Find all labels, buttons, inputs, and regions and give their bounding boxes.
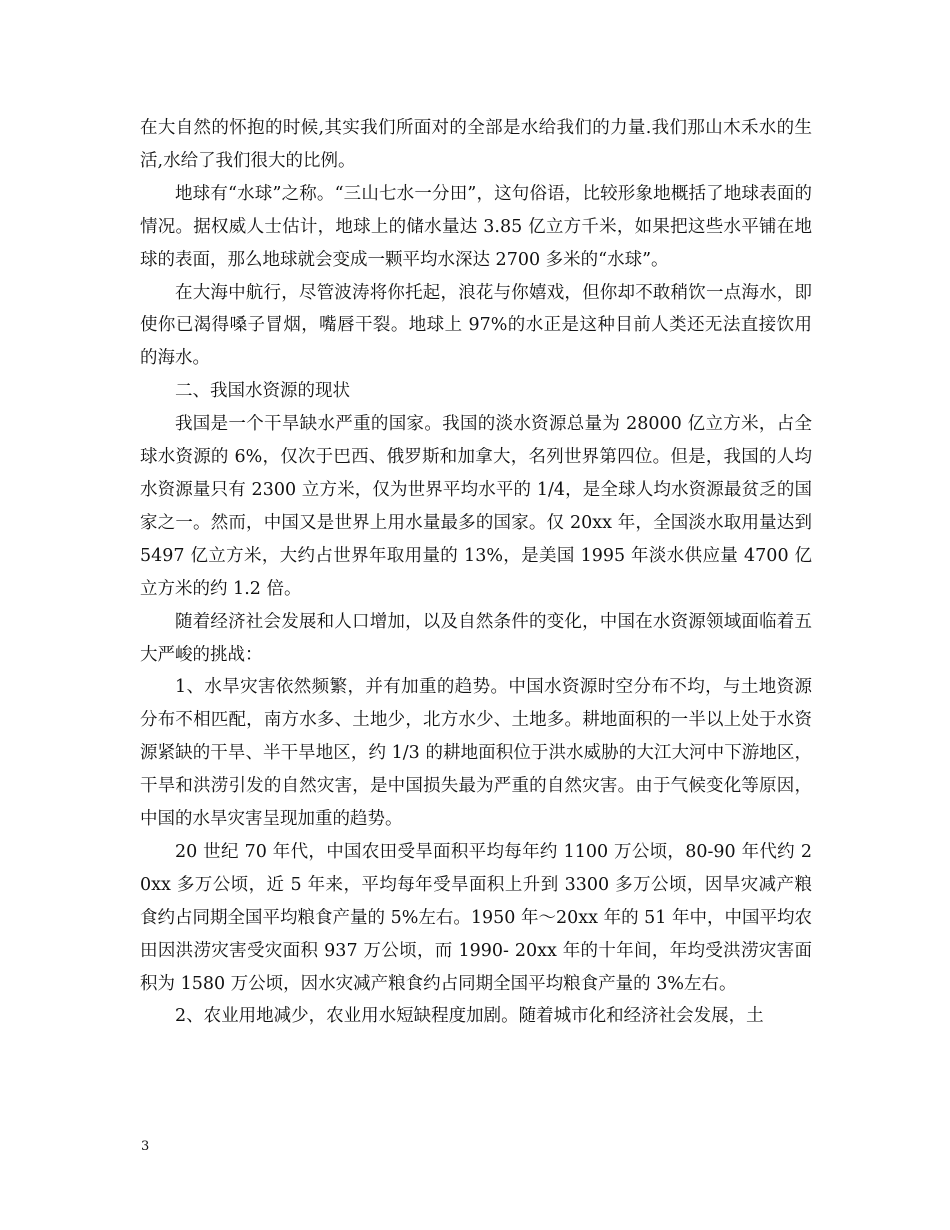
paragraph-challenge-2: 2、农业用地减少，农业用水短缺程度加剧。随着城市化和经济社会发展，土 xyxy=(175,1006,764,1027)
paragraph-drought-flood-stats: 20 世纪 70 年代，中国农田受旱面积平均每年约 1100 万公顷，80-90 年代约 20xx 多万公顷，近 5 年来，平均每年受旱面积上升到 3300 多万公顷，因旱灾减产粮食约占同期全国平均粮食产量的 5%左右。1950 年～20xx 年的 51 年中，中国平均农田因洪涝灾害受灾面积 937 万公顷，而 1990- 20xx 年的十年间，年均受洪涝灾害面积为 1580 万公顷，因水灾减产粮食约占同期全国平均粮食产量的 3%左右。 xyxy=(140,841,812,994)
paragraph-challenge-1: 1、水旱灾害依然频繁，并有加重的趋势。中国水资源时空分布不均，与土地资源分布不相匹配，南方水多、土地少，北方水少、土地多。耕地面积的一半以上处于水资源紧缺的干旱、半干旱地区，约 1/3 的耕地面积位于洪水威胁的大江大河中下游地区，干旱和洪涝引发的自然灾害，是中国损失最为严重的自然灾害。由于气候变化等原因，中国的水旱灾害呈现加重的趋势。 xyxy=(140,677,812,830)
paragraph-china-water-resources: 我国是一个干旱缺水严重的国家。我国的淡水资源总量为 28000 亿立方米，占全球水资源的 6%，仅次于巴西、俄罗斯和加拿大，名列世界第四位。但是，我国的人均水资源量只有 2300 立方米，仅为世界平均水平的 1/4，是全球人均水资源最贫乏的国家之一。然而，中国又是世界上用水量最多的国家。仅 20xx 年，全国淡水取用量达到 5497 亿立方米，大约占世界年取用量的 13%，是美国 1995 年淡水供应量 4700 亿立方米的约 1.2 倍。 xyxy=(140,414,812,599)
paragraph-nature-water: 在大自然的怀抱的时候,其实我们所面对的全部是水给我们的力量.我们那山木禾水的生活,水给了我们很大的比例。 xyxy=(140,118,812,171)
paragraph-five-challenges: 随着经济社会发展和人口增加，以及自然条件的变化，中国在水资源领域面临着五大严峻的挑战： xyxy=(140,611,812,665)
section-heading-water-status: 二、我国水资源的现状 xyxy=(175,381,350,402)
page-number: 3 xyxy=(141,1139,150,1154)
paragraph-water-planet: 地球有“水球”之称。“三山七水一分田”，这句俗语，比较形象地概括了地球表面的情况。据权威人士估计，地球上的储水量达 3.85 亿立方千米，如果把这些水平铺在地球的表面，那么地球就会变成一颗平均水深达 2700 多米的“水球”。 xyxy=(140,183,812,270)
paragraph-seawater: 在大海中航行，尽管波涛将你托起，浪花与你嬉戏，但你却不敢稍饮一点海水，即使你已渴得嗓子冒烟，嘴唇干裂。地球上 97%的水正是这种目前人类还无法直接饮用的海水。 xyxy=(140,282,812,369)
body-text xyxy=(140,112,812,1033)
